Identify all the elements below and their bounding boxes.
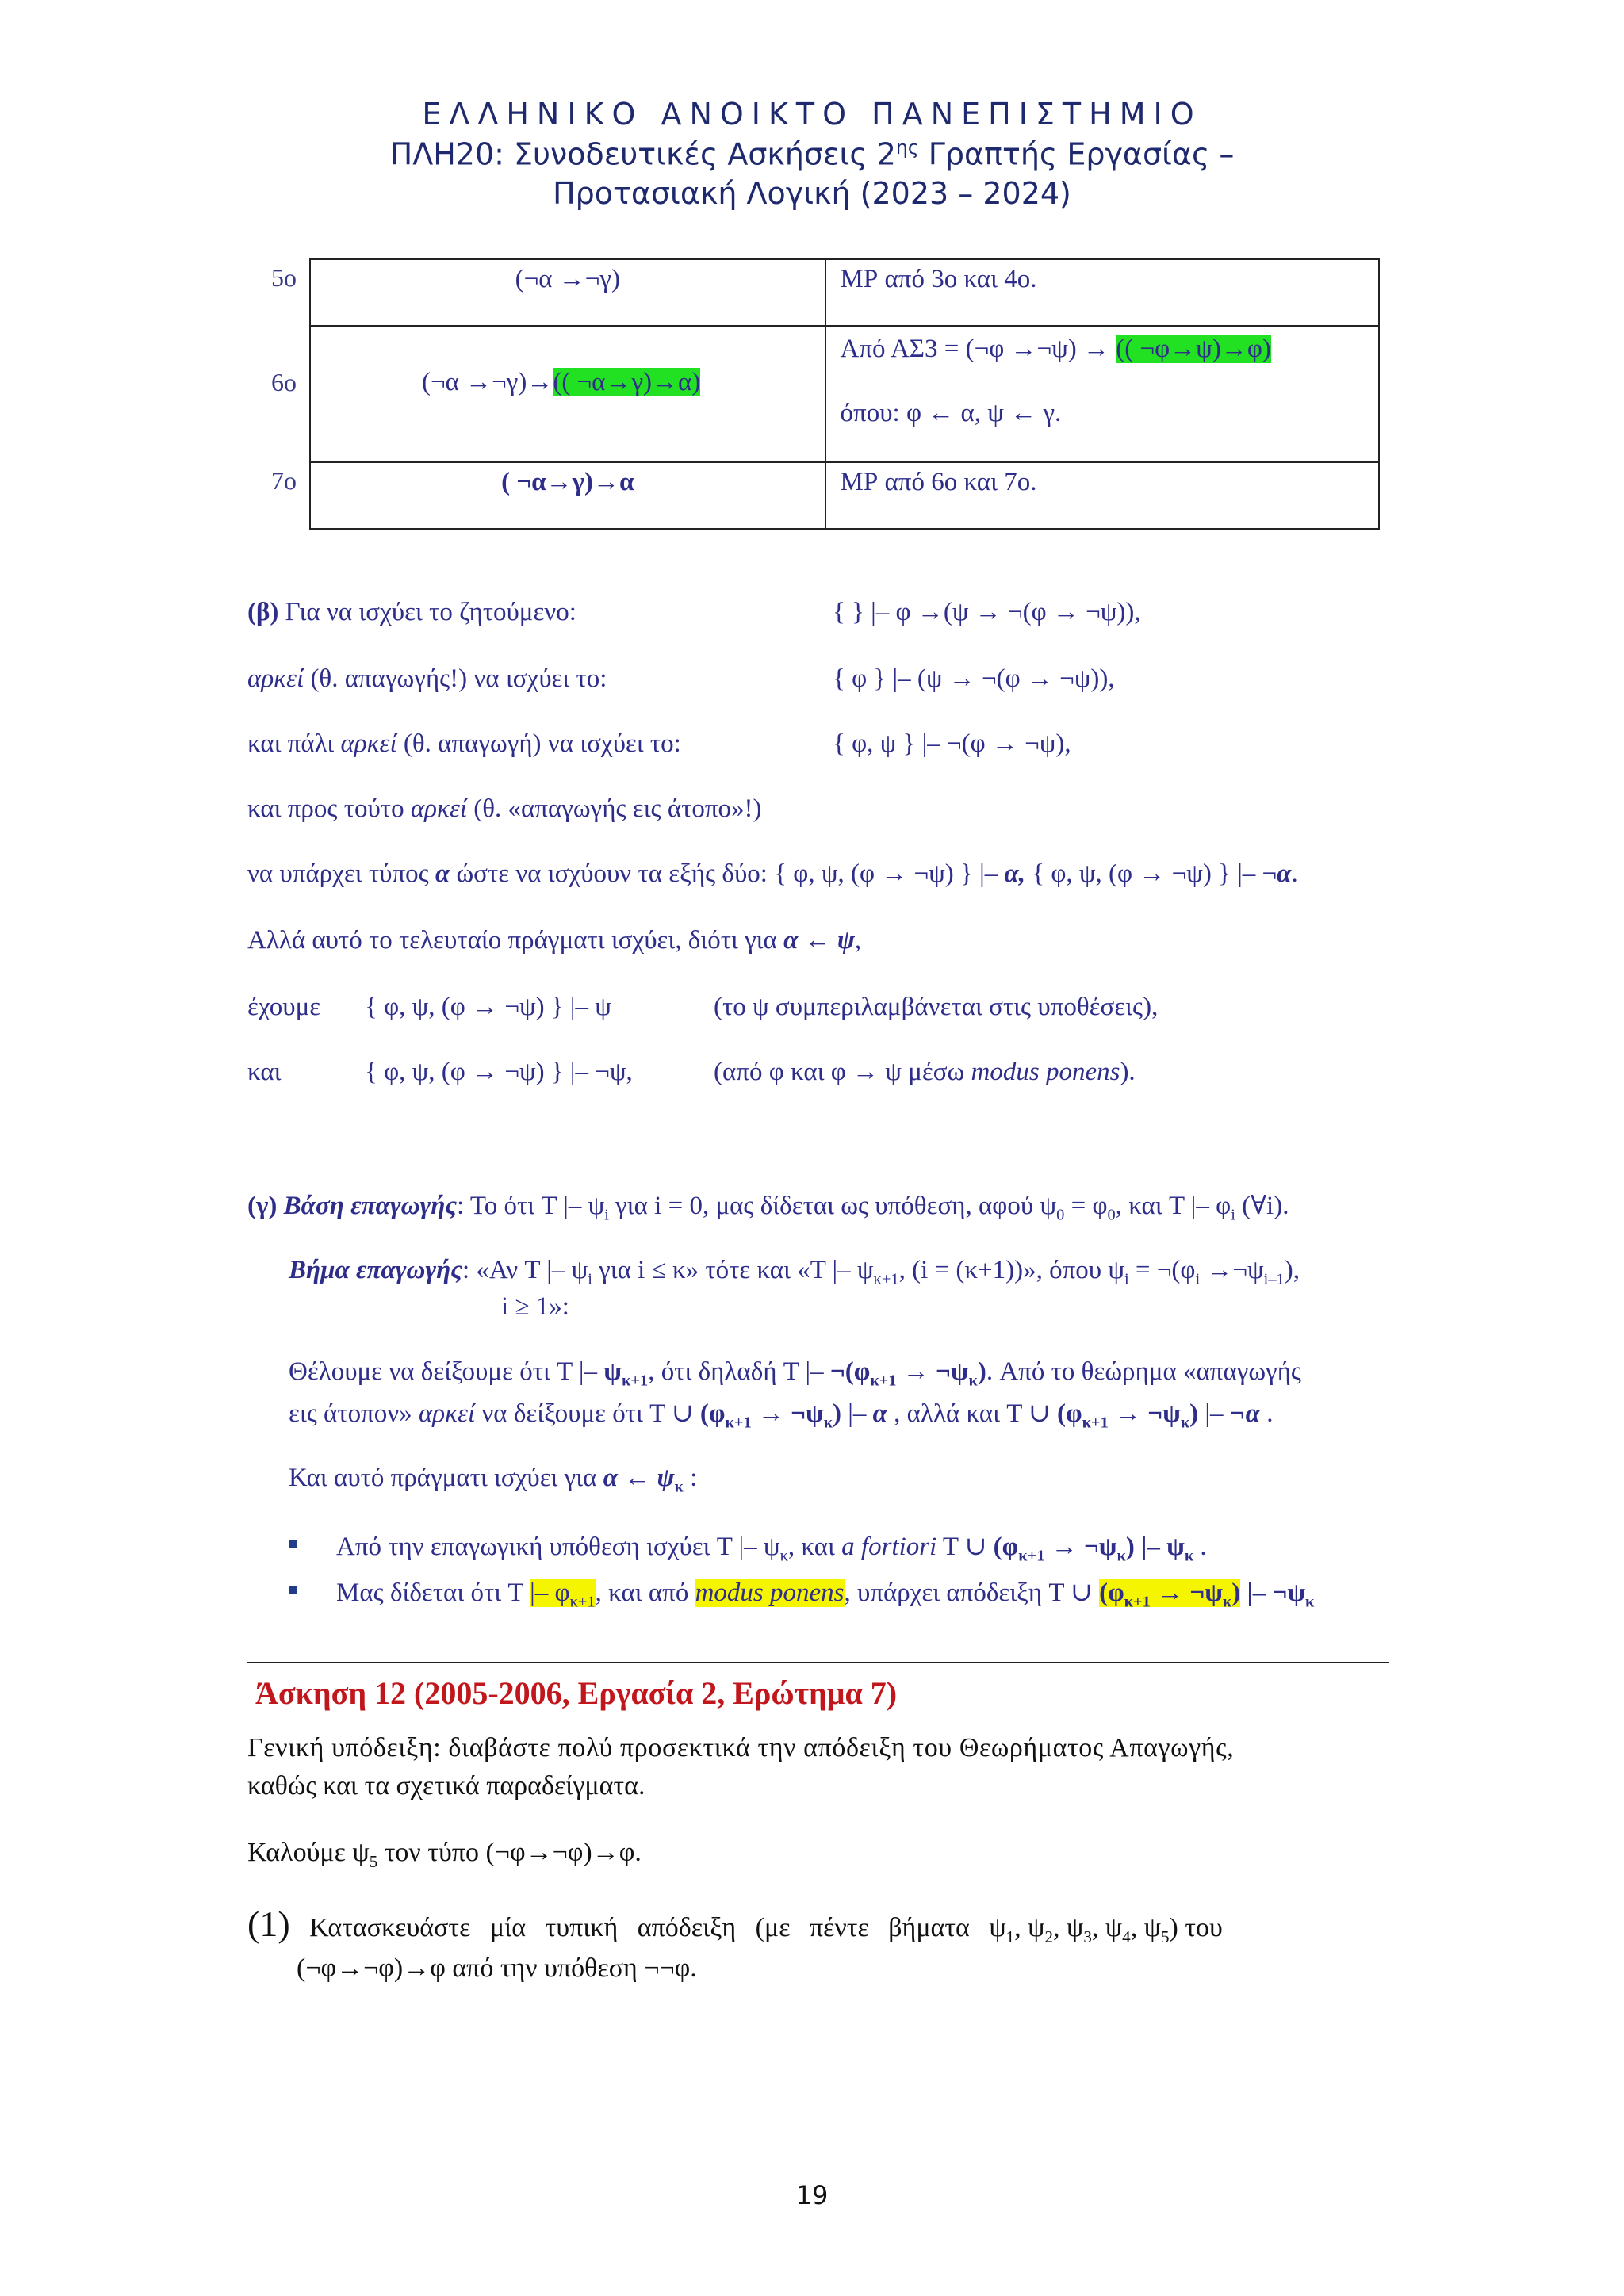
highlighted-axiom: (( ¬φ→ψ)→φ) — [1116, 335, 1271, 363]
part-b-line-8-formula: { φ, ψ, (φ → ¬ψ) } |– ¬ψ, — [365, 1058, 633, 1086]
part-b-line-2: αρκεί (θ. απαγωγής!) να ισχύει το: — [247, 664, 607, 693]
part-b-line-8-label: και — [247, 1058, 282, 1086]
topic-title: Προτασιακή Λογική (2023 – 2024) — [553, 176, 1071, 211]
bullet-icon — [289, 1586, 297, 1594]
formula: (¬α →¬γ) — [515, 265, 620, 293]
substitution: όπου: φ ← α, ψ ← γ. — [840, 399, 1062, 427]
step-number: 7ο — [271, 466, 297, 495]
highlight: ($\varphi_{\kappa+1}$ → $\neg\psi_\kappa$) — [1099, 1578, 1241, 1611]
part-c-step-line-2: i ≥ 1»: — [501, 1292, 569, 1321]
formula: (¬α →¬γ)→(( ¬α→γ)→α) — [422, 368, 701, 396]
formula: ( ¬α→γ)→α — [501, 468, 634, 496]
highlight: |– $\varphi_{\kappa+1}$ — [530, 1578, 596, 1611]
part-c-base: (γ) Βάση επαγωγής: Το ότι T |– $\psi_i$ για i = 0, μας δίδεται ως υπόθεση, αφού $\psi_0 = \varphi_0$, και T |– $\varphi_i$ (∀i). — [247, 1192, 1289, 1224]
proof-row — [310, 326, 1379, 462]
part-b-line-5: να υπάρχει τύπος α ώστε να ισχύουν τα εξής δύο: { φ, ψ, (φ → ¬ψ) } |– α, { φ, ψ, (φ → ¬ψ) } |– ¬α. — [247, 859, 1298, 888]
exercise-definition: Καλούμε $\psi_5$ τον τύπο (¬φ→¬φ)→φ. — [247, 1838, 642, 1871]
question-1: (1) Κατασκευάστε μία τυπική απόδειξη (με πέντε βήματα $\psi_1$, $\psi_2$, $\psi_3$, $\psi_4$, $\psi_5$) του — [247, 1904, 1223, 1946]
section-divider — [247, 1662, 1389, 1663]
highlight: modus ponens — [695, 1578, 845, 1607]
bullet-item-2: Μας δίδεται ότι T |– $\varphi_{\kappa+1}$, και από modus ponens, υπάρχει απόδειξη T ∪ ($\varphi_{\kappa+1}$ → $\neg\psi_\kappa$) |– $\neg\psi_\kappa$ — [336, 1578, 1315, 1611]
course-title: ΠΛΗ20: Συνοδευτικές Ασκήσεις $2^{\eta\varsigma}$ Γραπτής Εργασίας – — [389, 136, 1235, 172]
part-b-line-4: και προς τούτο αρκεί (θ. «απαγωγής εις άτοπο»!) — [247, 794, 762, 823]
part-b-line-3: και πάλι αρκεί (θ. απαγωγή) να ισχύει το: — [247, 729, 681, 758]
proof-row — [310, 259, 1379, 326]
step-number: 5ο — [271, 263, 297, 292]
part-b-formula-3: { φ, ψ } |– ¬(φ → ¬ψ), — [833, 729, 1071, 758]
proof-row — [310, 462, 1379, 529]
part-b-line-7-note: (το ψ συμπεριλαμβάνεται στις υποθέσεις), — [714, 993, 1159, 1021]
part-b-line-1: (β) Για να ισχύει το ζητούμενο: — [247, 598, 576, 626]
question-1-line-2: (¬φ→¬φ)→φ από την υπόθεση ¬¬φ. — [297, 1954, 697, 1983]
part-b-line-6: Αλλά αυτό το τελευταίο πράγματι ισχύει, διότι για α ← ψ, — [247, 926, 862, 955]
exercise-hint: Γενική υπόδειξη: διαβάστε πολύ προσεκτικά την απόδειξη του Θεωρήματος Απαγωγής, — [247, 1733, 1235, 1762]
part-c-indeed: Και αυτό πράγματι ισχύει για α ← $\psi_\kappa$ : — [289, 1464, 698, 1496]
part-c-want-line-2: εις άτοπον» αρκεί να δείξουμε ότι T ∪ ($\varphi_{\kappa+1}$ → $\neg\psi_\kappa$) |– α , αλλά και T ∪ ($\varphi_{\kappa+1}$ → $\neg\psi_\kappa$) |– ¬α . — [289, 1399, 1274, 1432]
bullet-item-1: Από την επαγωγική υπόθεση ισχύει T |– $\psi_\kappa$, και a fortiori T ∪ ($\varphi_{\kappa+1}$ → $\neg\psi_\kappa$) |– $\psi_\kappa$ . — [336, 1533, 1207, 1565]
justification: ΜΡ από 6ο και 7ο. — [840, 468, 1037, 496]
part-b-line-7-label: έχουμε — [247, 993, 321, 1021]
part-c-want: Θέλουμε να δείξουμε ότι T |– $\psi_{\kappa+1}$, ότι δηλαδή T |– $\neg(\varphi_{\kappa+1}$ → $\neg\psi_\kappa$). Από το θεώρημα «απαγωγής — [289, 1357, 1301, 1390]
justification: ΜΡ από 3ο και 4ο. — [840, 265, 1037, 293]
university-title: ΕΛΛΗΝΙΚΟ ΑΝΟΙΚΤΟ ΠΑΝΕΠΙΣΤΗΜΙΟ — [422, 97, 1202, 132]
proof-table — [271, 258, 1380, 530]
part-b-line-7-formula: { φ, ψ, (φ → ¬ψ) } |– ψ — [365, 993, 611, 1021]
exercise-title: Άσκηση 12 (2005-2006, Εργασία 2, Ερώτημα 7) — [255, 1675, 898, 1711]
highlighted-formula: (( ¬α→γ)→α) — [553, 368, 701, 396]
part-c-step: Βήμα επαγωγής: «Αν T |– $\psi_i$ για i ≤ κ» τότε και «T |– $\psi_{\kappa+1}$, (i = (κ+1))», όπου $\psi_i$ = $\neg(\varphi_i$ $\to\neg\psi_{i-1}$), — [289, 1256, 1300, 1288]
justification: Από ΑΣ3 = (¬φ →¬ψ) → (( ¬φ→ψ)→φ) — [840, 335, 1271, 363]
step-number: 6ο — [271, 368, 297, 396]
page-number: 19 — [795, 2180, 829, 2210]
part-b-formula-1: { } |– φ →(ψ → ¬(φ → ¬ψ)), — [833, 598, 1141, 626]
bullet-icon — [289, 1540, 297, 1548]
part-b-formula-2: { φ } |– (ψ → ¬(φ → ¬ψ)), — [833, 664, 1115, 693]
part-b-line-8-note: (από φ και φ → ψ μέσω modus ponens). — [714, 1058, 1136, 1086]
exercise-hint-line-2: καθώς και τα σχετικά παραδείγματα. — [247, 1771, 645, 1800]
